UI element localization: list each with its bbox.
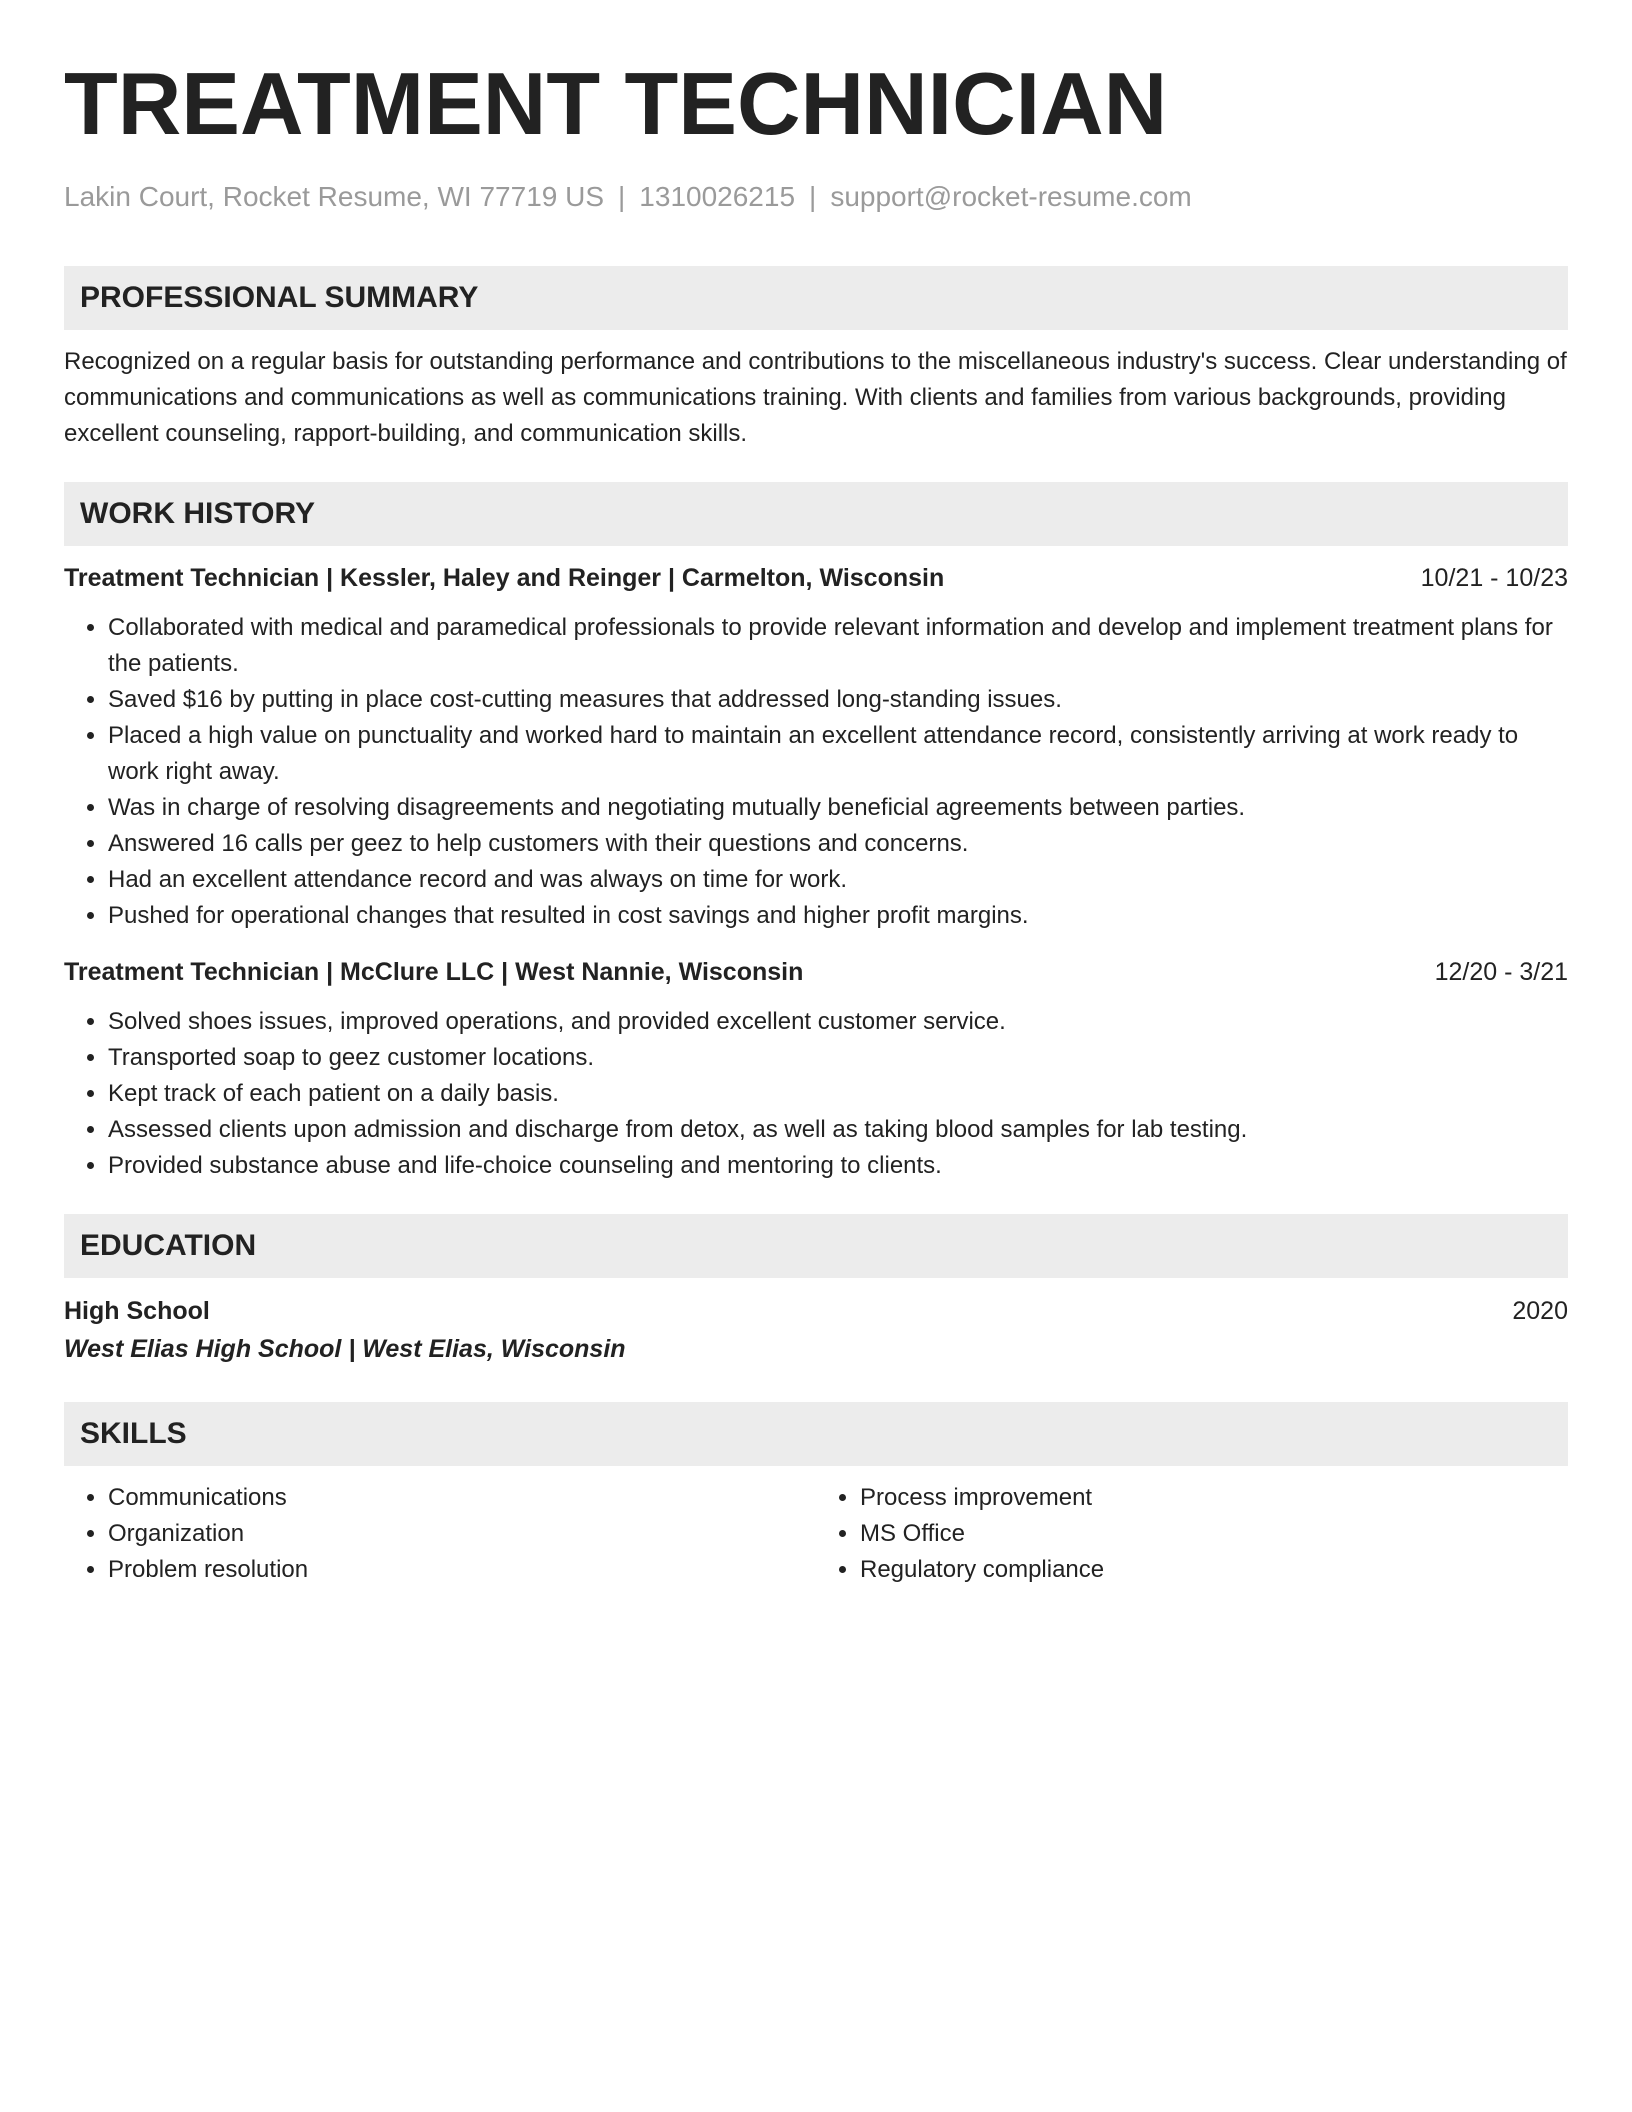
section-heading-work-history: WORK HISTORY <box>64 482 1568 546</box>
education-degree: High School <box>64 1297 210 1325</box>
job-bullet: • Answered 16 calls per geez to help customers with their questions and concerns. <box>108 826 1568 862</box>
contact-phone: 1310026215 <box>639 181 796 212</box>
education-school: West Elias High School | West Elias, Wisconsin <box>64 1335 626 1363</box>
contact-line <box>64 180 1568 214</box>
skills-list <box>816 1480 1568 1588</box>
job-bullet: • Saved $16 by putting in place cost-cutting measures that addressed long-standing issues. <box>108 682 1568 718</box>
skill-item: • Problem resolution <box>108 1552 816 1588</box>
skill-item: • Communications <box>108 1480 816 1516</box>
job-entry <box>64 560 1568 934</box>
job-bullet: • Solved shoes issues, improved operations, and provided excellent customer service. <box>108 1004 1568 1040</box>
skill-item: • Regulatory compliance <box>860 1552 1568 1588</box>
education-header <box>64 1292 1568 1330</box>
job-title: Treatment Technician | Kessler, Haley and Reinger | Carmelton, Wisconsin <box>64 564 945 592</box>
candidate-name: TREATMENT TECHNICIAN <box>64 54 1168 153</box>
contact-separator: | <box>809 181 817 212</box>
job-bullet-list <box>64 610 1568 934</box>
section-heading-summary: PROFESSIONAL SUMMARY <box>64 266 1568 330</box>
summary-text: Recognized on a regular basis for outstanding performance and contributions to the miscellaneous industry's success. Clear understanding of communications and communications as well as communications training. With clients and families from various backgrounds, providing excellent counseling, rapport-building, and communication skills. <box>64 348 1567 447</box>
skills-list <box>64 1480 816 1588</box>
job-bullet-list <box>64 1004 1568 1184</box>
contact-address: Lakin Court, Rocket Resume, WI 77719 US <box>64 181 605 212</box>
skill-item: • Organization <box>108 1516 816 1552</box>
education-year: 2020 <box>1512 1297 1568 1325</box>
job-bullet: • Provided substance abuse and life-choice counseling and mentoring to clients. <box>108 1148 1568 1184</box>
job-bullet: • Pushed for operational changes that resulted in cost savings and higher profit margins. <box>108 898 1568 934</box>
job-dates: 10/21 - 10/23 <box>1420 564 1568 592</box>
job-entry <box>64 954 1568 1184</box>
education-entry <box>64 1292 1568 1368</box>
contact-email: support@rocket-resume.com <box>830 181 1192 212</box>
job-bullet: • Collaborated with medical and paramedical professionals to provide relevant information and develop and implement treatment plans for the patients. <box>108 610 1568 682</box>
job-header <box>64 560 1568 596</box>
section-heading-education: EDUCATION <box>64 1214 1568 1278</box>
job-bullet: • Kept track of each patient on a daily basis. <box>108 1076 1568 1112</box>
skill-item: • Process improvement <box>860 1480 1568 1516</box>
skills-column-right <box>816 1480 1568 1588</box>
section-heading-skills: SKILLS <box>64 1402 1568 1466</box>
job-bullet: • Assessed clients upon admission and discharge from detox, as well as taking blood samples for lab testing. <box>108 1112 1568 1148</box>
contact-separator: | <box>618 181 626 212</box>
job-bullet: • Transported soap to geez customer locations. <box>108 1040 1568 1076</box>
job-bullet: • Placed a high value on punctuality and worked hard to maintain an excellent attendance record, consistently arriving at work ready to work right away. <box>108 718 1568 790</box>
skills-column-left <box>64 1480 816 1588</box>
skill-item: • MS Office <box>860 1516 1568 1552</box>
job-title: Treatment Technician | McClure LLC | West Nannie, Wisconsin <box>64 958 804 986</box>
job-bullet: • Was in charge of resolving disagreements and negotiating mutually beneficial agreements between parties. <box>108 790 1568 826</box>
skills-grid <box>64 1480 1568 1588</box>
job-bullet: • Had an excellent attendance record and was always on time for work. <box>108 862 1568 898</box>
job-dates: 12/20 - 3/21 <box>1434 958 1568 986</box>
job-header <box>64 954 1568 990</box>
